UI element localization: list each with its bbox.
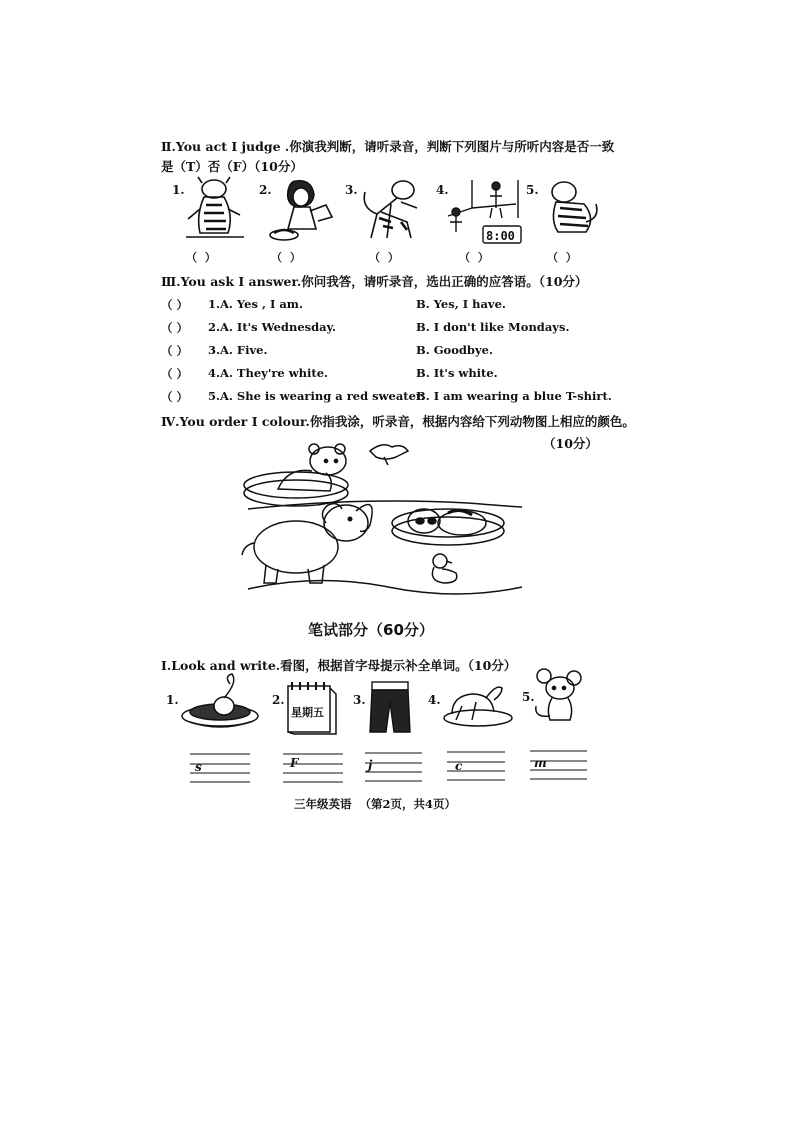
hint-letter: m <box>534 756 547 770</box>
option-b: B. I don't like Mondays. <box>416 320 570 334</box>
section2-title-line1: Ⅱ.You act I judge .你演我判断，请听录音，判断下列图片与所听内容是否一致 <box>161 139 615 154</box>
section4-score: （10分） <box>543 436 598 451</box>
answer-blank[interactable]: （ ） <box>369 251 401 264</box>
option-a: 2.A. It's Wednesday. <box>208 320 336 334</box>
item-number: 1. <box>172 183 185 197</box>
option-b: B. Goodbye. <box>416 343 493 357</box>
item-number: 3. <box>353 693 366 707</box>
answer-paren[interactable]: （ ） <box>161 367 189 381</box>
section2-title-line2: 是（T）否（F）（10分） <box>161 159 303 174</box>
option-a: 1.A. Yes , I am. <box>208 297 303 311</box>
option-b: B. It's white. <box>416 366 498 380</box>
item-number: 4. <box>428 693 441 707</box>
answer-blank[interactable]: （ ） <box>547 251 579 264</box>
answer-input-5[interactable] <box>548 753 590 779</box>
answer-input-4[interactable] <box>464 754 508 780</box>
option-a: 5.A. She is wearing a red sweater. <box>208 389 425 403</box>
page-footer: 三年级英语 （第2页，共4页） <box>294 797 457 811</box>
clock-readout: 8:00 <box>486 229 515 243</box>
answer-input-2[interactable] <box>298 756 346 782</box>
item-number: 5. <box>526 183 539 197</box>
item-number: 5. <box>522 690 535 704</box>
item-number: 1. <box>166 693 179 707</box>
hint-letter: F <box>290 756 299 770</box>
option-b: B. I am wearing a blue T-shirt. <box>416 389 612 403</box>
hint-letter: c <box>455 759 463 773</box>
item-number: 2. <box>272 693 285 707</box>
item-number: 4. <box>436 183 449 197</box>
item-number: 2. <box>259 183 272 197</box>
answer-input-1[interactable] <box>205 756 253 782</box>
answer-blank[interactable]: （ ） <box>271 251 303 264</box>
answer-blank[interactable]: （ ） <box>459 251 491 264</box>
section1w-title: Ⅰ.Look and write.看图，根据首字母提示补全单词。（10分） <box>161 658 517 673</box>
hint-letter: s <box>195 760 202 774</box>
answer-paren[interactable]: （ ） <box>161 390 189 404</box>
answer-paren[interactable]: （ ） <box>161 298 189 312</box>
option-a: 3.A. Five. <box>208 343 268 357</box>
section3-title: Ⅲ.You ask I answer.你问我答，请听录音，选出正确的应答语。（10分） <box>161 274 588 289</box>
section4-title: Ⅳ.You order I colour.你指我涂，听录音，根据内容给下列动物图上相应的颜色。 <box>161 414 635 429</box>
hint-letter: j <box>368 758 373 772</box>
answer-blank[interactable]: （ ） <box>186 251 218 264</box>
answer-input-3[interactable] <box>378 755 426 781</box>
option-a: 4.A. They're white. <box>208 366 329 380</box>
option-b: B. Yes, I have. <box>416 297 506 311</box>
item-number: 3. <box>345 183 358 197</box>
answer-paren[interactable]: （ ） <box>161 344 189 358</box>
calendar-label: 星期五 <box>291 706 324 719</box>
answer-paren[interactable]: （ ） <box>161 321 189 335</box>
written-heading: 笔试部分（60分） <box>308 621 434 639</box>
